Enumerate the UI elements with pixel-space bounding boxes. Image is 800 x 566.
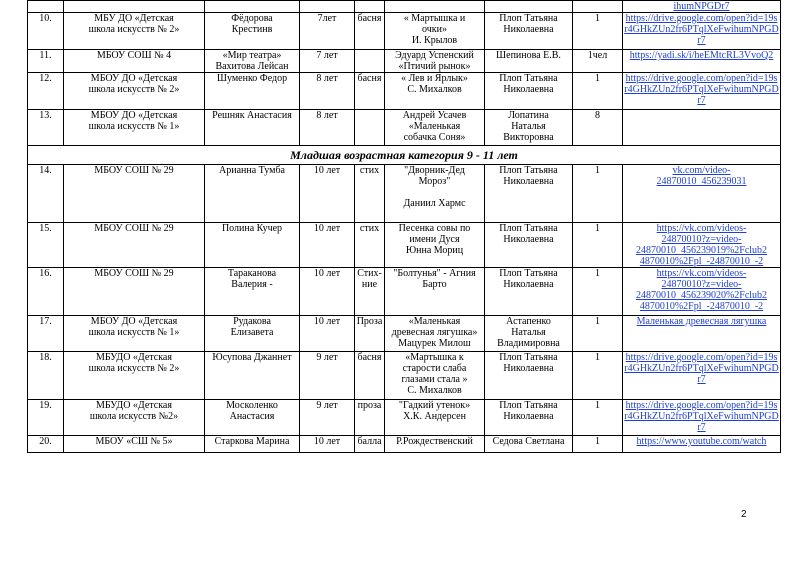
cell-school: МБОУ «СШ № 5» xyxy=(64,436,205,453)
cell-genre: балла xyxy=(355,436,385,453)
cell-row-number: 17. xyxy=(28,316,64,352)
cell-video-link[interactable]: https://drive.google.com/open?id=19sr4GHkZUn2fr6PTqlXeFwihumNPGDr7 xyxy=(623,352,781,400)
cell-genre: стих xyxy=(355,223,385,268)
cell-age: 7лет xyxy=(300,13,355,50)
cell-video-link[interactable]: https://drive.google.com/open?id=19sr4GHkZUn2fr6PTqlXeFwihumNPGDr7 xyxy=(623,73,781,110)
cell-row-number: 10. xyxy=(28,13,64,50)
cell-participant-name: Шуменко Федор xyxy=(205,73,300,110)
cell-work: Андрей Усачев «Маленькая собачка Соня» xyxy=(385,110,485,146)
cell-participant-name xyxy=(205,1,300,13)
cell-video-link[interactable]: https://drive.google.com/open?id=19sr4GHkZUn2fr6PTqlXeFwihumNPGDr7 xyxy=(623,400,781,436)
cell-video-link[interactable]: https://yadi.sk/i/heEMtcRL3VvoQ2 xyxy=(623,50,781,73)
cell-count: 8 xyxy=(573,110,623,146)
cell-age: 8 лет xyxy=(300,110,355,146)
cell-count: 1 xyxy=(573,73,623,110)
cell-count: 1 xyxy=(573,223,623,268)
cell-participant-name: Арианна Тумба xyxy=(205,165,300,223)
cell-row-number: 13. xyxy=(28,110,64,146)
cell-row-number: 11. xyxy=(28,50,64,73)
cell-row-number: 15. xyxy=(28,223,64,268)
cell-genre: стих xyxy=(355,165,385,223)
cell-genre xyxy=(355,50,385,73)
cell-school: МБОУ СОШ № 29 xyxy=(64,165,205,223)
cell-genre: Стих- ние xyxy=(355,268,385,316)
cell-row-number: 18. xyxy=(28,352,64,400)
cell-work: Р.Рождественский xyxy=(385,436,485,453)
cell-work: "Гадкий утенок» Х.К. Андерсен xyxy=(385,400,485,436)
cell-genre: басня xyxy=(355,73,385,110)
cell-teacher: Плоп Татьяна Николаевна xyxy=(485,400,573,436)
cell-participant-name: Полина Кучер xyxy=(205,223,300,268)
cell-row-number: 14. xyxy=(28,165,64,223)
table-body-top xyxy=(28,1,781,146)
cell-count: 1 xyxy=(573,13,623,50)
cell-row-number: 12. xyxy=(28,73,64,110)
cell-video-link[interactable]: https://drive.google.com/open?id=19sr4GHkZUn2fr6PTqlXeFwihumNPGDr7 xyxy=(623,13,781,50)
cell-participant-name: Тараканова Валерия - xyxy=(205,268,300,316)
cell-row-number: 19. xyxy=(28,400,64,436)
cell-participant-name: Юсупова Джаннет xyxy=(205,352,300,400)
cell-count: 1 xyxy=(573,436,623,453)
cell-teacher: Лопатина Наталья Викторовна xyxy=(485,110,573,146)
cell-work: "Дворник-Дед Мороз" Даниил Хармс xyxy=(385,165,485,223)
table-row xyxy=(28,436,781,453)
cell-school: МБОУ СОШ № 29 xyxy=(64,223,205,268)
cell-teacher: Плоп Татьяна Николаевна xyxy=(485,73,573,110)
cell-participant-name: Москоленко Анастасия xyxy=(205,400,300,436)
cell-video-link[interactable]: vk.com/video- 24870010_456239031 xyxy=(623,165,781,223)
cell-genre: басня xyxy=(355,352,385,400)
cell-school: МБОУ ДО «Детская школа искусств № 1» xyxy=(64,316,205,352)
table-row xyxy=(28,165,781,223)
cell-row-number: 20. xyxy=(28,436,64,453)
cell-count: 1 xyxy=(573,352,623,400)
cell-genre xyxy=(355,1,385,13)
cell-work: «Мартышка к старости слаба глазами стала » С. Михалков xyxy=(385,352,485,400)
cell-age: 10 лет xyxy=(300,165,355,223)
table-row xyxy=(28,352,781,400)
cell-teacher: Астапенко Наталья Владимировна xyxy=(485,316,573,352)
table-body-bottom xyxy=(28,165,781,453)
cell-video-link[interactable]: ihumNPGDr7 xyxy=(623,1,781,13)
table-row xyxy=(28,316,781,352)
cell-work: «Маленькая древесная лягушка» Мацурек Милош xyxy=(385,316,485,352)
cell-video-link[interactable]: Маленькая древесная лягушка xyxy=(623,316,781,352)
table-row xyxy=(28,73,781,110)
section-title: Младшая возрастная категория 9 - 11 лет xyxy=(28,146,781,165)
cell-work: « Мартышка и очки» И. Крылов xyxy=(385,13,485,50)
cell-teacher: Плоп Татьяна Николаевна xyxy=(485,352,573,400)
cell-genre xyxy=(355,110,385,146)
cell-video-link xyxy=(623,110,781,146)
cell-school: МБОУ СОШ № 29 xyxy=(64,268,205,316)
cell-school: МБУДО «Детская школа искусств № 2» xyxy=(64,352,205,400)
cell-school: МБОУ СОШ № 4 xyxy=(64,50,205,73)
cell-video-link[interactable]: https://www.youtube.com/watch xyxy=(623,436,781,453)
cell-genre: проза xyxy=(355,400,385,436)
cell-participant-name: Решняк Анастасия xyxy=(205,110,300,146)
cell-teacher: Плоп Татьяна Николаевна xyxy=(485,268,573,316)
cell-count: 1 xyxy=(573,268,623,316)
participants-table xyxy=(27,0,781,453)
cell-age: 8 лет xyxy=(300,73,355,110)
table-row xyxy=(28,110,781,146)
cell-teacher: Седова Светлана xyxy=(485,436,573,453)
cell-teacher xyxy=(485,1,573,13)
section-row-group xyxy=(28,146,781,165)
cell-count xyxy=(573,1,623,13)
cell-video-link[interactable]: https://vk.com/videos- 24870010?z=video- 24870010_456239020%2Fclub2 4870010%2Fpl_-24870010_-2 xyxy=(623,268,781,316)
cell-teacher: Плоп Татьяна Николаевна xyxy=(485,13,573,50)
cell-age: 7 лет xyxy=(300,50,355,73)
cell-work: Песенка совы по имени Дуся Юнна Мориц xyxy=(385,223,485,268)
cell-count: 1 xyxy=(573,316,623,352)
cell-row-number xyxy=(28,1,64,13)
cell-school: МБОУ ДО «Детская школа искусств № 2» xyxy=(64,73,205,110)
cell-age: 10 лет xyxy=(300,316,355,352)
cell-row-number: 16. xyxy=(28,268,64,316)
table-row xyxy=(28,268,781,316)
cell-teacher: Шепинова Е.В. xyxy=(485,50,573,73)
cell-age: 10 лет xyxy=(300,436,355,453)
cell-age: 10 лет xyxy=(300,223,355,268)
table-row xyxy=(28,1,781,13)
cell-video-link[interactable]: https://vk.com/videos- 24870010?z=video- 24870010_456239019%2Fclub2 4870010%2Fpl_-24870010_-2 xyxy=(623,223,781,268)
table-row xyxy=(28,13,781,50)
cell-participant-name: Старкова Марина xyxy=(205,436,300,453)
cell-school: МБОУ ДО «Детская школа искусств № 1» xyxy=(64,110,205,146)
cell-genre: Проза xyxy=(355,316,385,352)
cell-school: МБУ ДО «Детская школа искусств № 2» xyxy=(64,13,205,50)
cell-participant-name: «Мир театра» Вахитова Лейсан xyxy=(205,50,300,73)
cell-participant-name: Фёдорова Крестинв xyxy=(205,13,300,50)
cell-count: 1 xyxy=(573,400,623,436)
cell-school xyxy=(64,1,205,13)
cell-work: Эдуард Успенский «Птичий рынок» xyxy=(385,50,485,73)
table-row xyxy=(28,223,781,268)
cell-work: "Болтунья" - Агния Барто xyxy=(385,268,485,316)
cell-count: 1чел xyxy=(573,50,623,73)
cell-age xyxy=(300,1,355,13)
cell-age: 9 лет xyxy=(300,352,355,400)
cell-work: « Лев и Ярлык» С. Михалков xyxy=(385,73,485,110)
cell-work xyxy=(385,1,485,13)
cell-teacher: Плоп Татьяна Николаевна xyxy=(485,223,573,268)
cell-age: 9 лет xyxy=(300,400,355,436)
cell-participant-name: Рудакова Елизавета xyxy=(205,316,300,352)
table-row xyxy=(28,400,781,436)
cell-teacher: Плоп Татьяна Николаевна xyxy=(485,165,573,223)
cell-school: МБУДО «Детская школа искусств №2» xyxy=(64,400,205,436)
cell-genre: басня xyxy=(355,13,385,50)
page-number: 2 xyxy=(741,509,747,520)
cell-age: 10 лет xyxy=(300,268,355,316)
cell-count: 1 xyxy=(573,165,623,223)
table-row xyxy=(28,50,781,73)
